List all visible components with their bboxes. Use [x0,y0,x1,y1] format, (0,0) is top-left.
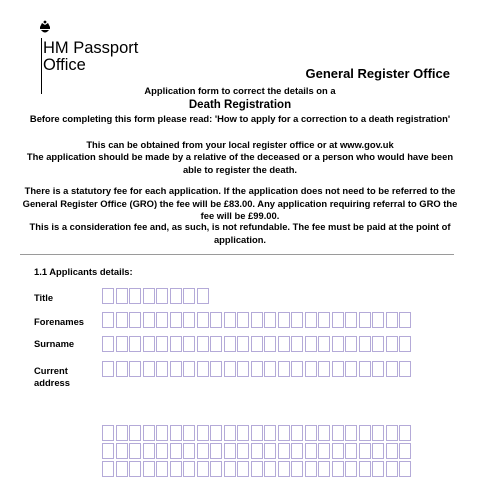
char-box[interactable] [278,425,290,441]
char-box[interactable] [305,461,317,477]
char-box[interactable] [305,443,317,459]
char-box[interactable] [156,312,168,328]
char-box[interactable] [345,361,357,377]
char-box[interactable] [359,336,371,352]
char-box[interactable] [399,361,411,377]
char-box[interactable] [224,425,236,441]
title-label: Title [34,292,54,303]
char-box[interactable] [143,288,155,304]
char-box[interactable] [224,312,236,328]
address-field-1[interactable] [102,361,413,377]
fee-statement: There is a statutory fee for each application. If the application does not need to be referred to the General Register Office (GRO) the fee will be £83.00. Any application requiring referral to GRO the fee will be £99.00. [22,185,458,221]
char-box[interactable] [170,361,182,377]
char-box[interactable] [183,361,195,377]
char-box[interactable] [197,361,209,377]
char-box[interactable] [197,312,209,328]
char-box[interactable] [359,425,371,441]
char-box[interactable] [183,443,195,459]
char-box[interactable] [251,461,263,477]
brand-line-2: Office [43,56,86,74]
char-box[interactable] [143,336,155,352]
char-box[interactable] [318,443,330,459]
char-box[interactable] [399,443,411,459]
char-box[interactable] [386,361,398,377]
char-box[interactable] [386,425,398,441]
char-box[interactable] [399,461,411,477]
brand-line-1: HM Passport [43,39,139,57]
char-box[interactable] [399,312,411,328]
char-box[interactable] [332,425,344,441]
char-box[interactable] [102,361,114,377]
char-box[interactable] [359,461,371,477]
char-box[interactable] [102,336,114,352]
char-box[interactable] [264,461,276,477]
char-box[interactable] [197,425,209,441]
char-box[interactable] [143,443,155,459]
char-box[interactable] [129,443,141,459]
char-box[interactable] [143,425,155,441]
char-box[interactable] [156,288,168,304]
char-box[interactable] [278,443,290,459]
char-box[interactable] [116,443,128,459]
char-box[interactable] [210,312,222,328]
char-box[interactable] [102,288,114,304]
char-box[interactable] [251,336,263,352]
intro-obtain-note: This can be obtained from your local register office or at www.gov.uk [86,139,394,150]
char-box[interactable] [372,336,384,352]
char-box[interactable] [372,443,384,459]
char-box[interactable] [318,425,330,441]
char-box[interactable] [129,312,141,328]
char-box[interactable] [210,443,222,459]
char-box[interactable] [264,336,276,352]
char-box[interactable] [278,461,290,477]
section-heading: 1.1 Applicants details: [34,266,133,277]
char-box[interactable] [156,425,168,441]
char-box[interactable] [264,361,276,377]
char-box[interactable] [237,361,249,377]
char-box[interactable] [197,288,209,304]
char-box[interactable] [183,425,195,441]
char-box[interactable] [183,312,195,328]
char-box[interactable] [359,443,371,459]
char-box[interactable] [318,461,330,477]
char-box[interactable] [116,288,128,304]
form-title: Death Registration [188,99,292,111]
char-box[interactable] [224,461,236,477]
char-box[interactable] [291,361,303,377]
char-box[interactable] [116,336,128,352]
char-box[interactable] [251,312,263,328]
char-box[interactable] [129,361,141,377]
char-box[interactable] [399,425,411,441]
char-box[interactable] [386,443,398,459]
char-box[interactable] [156,443,168,459]
royal-crest-icon [36,18,54,36]
char-box[interactable] [251,361,263,377]
char-box[interactable] [210,361,222,377]
char-box[interactable] [143,461,155,477]
char-box[interactable] [251,443,263,459]
address-field-4[interactable] [102,461,413,477]
char-box[interactable] [345,443,357,459]
char-box[interactable] [291,336,303,352]
char-box[interactable] [399,336,411,352]
brand-name [43,40,138,74]
intro-read-note: Before completing this form please read: 'How to apply for a correction to a death registration' [29,113,451,124]
char-box[interactable] [116,425,128,441]
char-box[interactable] [156,336,168,352]
forenames-label: Forenames [34,316,85,327]
char-box[interactable] [332,361,344,377]
char-box[interactable] [278,361,290,377]
char-box[interactable] [237,336,249,352]
char-box[interactable] [237,312,249,328]
char-box[interactable] [318,312,330,328]
char-box[interactable] [129,336,141,352]
char-box[interactable] [372,425,384,441]
char-box[interactable] [156,361,168,377]
char-box[interactable] [305,361,317,377]
char-box[interactable] [278,336,290,352]
char-box[interactable] [345,336,357,352]
char-box[interactable] [359,312,371,328]
char-box[interactable] [197,461,209,477]
char-box[interactable] [237,443,249,459]
char-box[interactable] [291,312,303,328]
char-box[interactable] [386,312,398,328]
char-box[interactable] [183,461,195,477]
char-box[interactable] [210,336,222,352]
char-box[interactable] [251,425,263,441]
char-box[interactable] [102,443,114,459]
fee-refund-note: This is a consideration fee and, as such, is not refundable. The fee must be paid at the point of application. [29,221,451,245]
char-box[interactable] [143,361,155,377]
char-box[interactable] [156,461,168,477]
char-box[interactable] [129,288,141,304]
char-box[interactable] [386,336,398,352]
char-box[interactable] [129,425,141,441]
char-box[interactable] [170,461,182,477]
char-box[interactable] [264,443,276,459]
org-heading: General Register Office [305,66,450,81]
char-box[interactable] [102,425,114,441]
address-field-2[interactable] [102,425,413,441]
char-box[interactable] [345,312,357,328]
char-box[interactable] [278,312,290,328]
char-box[interactable] [183,336,195,352]
char-box[interactable] [170,443,182,459]
char-box[interactable] [332,312,344,328]
char-box[interactable] [345,461,357,477]
char-box[interactable] [332,443,344,459]
char-box[interactable] [372,361,384,377]
surname-field[interactable] [102,336,413,352]
char-box[interactable] [291,461,303,477]
char-box[interactable] [170,288,182,304]
char-box[interactable] [264,425,276,441]
surname-label: Surname [34,338,75,349]
char-box[interactable] [197,336,209,352]
char-box[interactable] [386,461,398,477]
char-box[interactable] [264,312,276,328]
char-box[interactable] [359,361,371,377]
char-box[interactable] [345,425,357,441]
char-box[interactable] [224,336,236,352]
char-box[interactable] [116,312,128,328]
char-box[interactable] [170,425,182,441]
char-box[interactable] [237,425,249,441]
char-box[interactable] [210,425,222,441]
char-box[interactable] [305,312,317,328]
title-field[interactable] [102,288,210,304]
section-divider [20,254,454,255]
char-box[interactable] [372,461,384,477]
char-box[interactable] [116,361,128,377]
char-box[interactable] [305,425,317,441]
char-box[interactable] [372,312,384,328]
forenames-field[interactable] [102,312,413,328]
char-box[interactable] [291,443,303,459]
char-box[interactable] [116,461,128,477]
intro-applicant-note: The application should be made by a relative of the deceased or a person who would have been able to register the death. [26,151,454,175]
char-box[interactable] [129,461,141,477]
char-box[interactable] [291,425,303,441]
char-box[interactable] [102,312,114,328]
char-box[interactable] [332,336,344,352]
char-box[interactable] [210,461,222,477]
char-box[interactable] [224,361,236,377]
char-box[interactable] [170,312,182,328]
char-box[interactable] [170,336,182,352]
form-subtitle: Application form to correct the details on a [144,85,336,96]
char-box[interactable] [143,312,155,328]
char-box[interactable] [224,443,236,459]
address-field-3[interactable] [102,443,413,459]
char-box[interactable] [237,461,249,477]
char-box[interactable] [318,361,330,377]
char-box[interactable] [332,461,344,477]
char-box[interactable] [197,443,209,459]
char-box[interactable] [183,288,195,304]
char-box[interactable] [102,461,114,477]
char-box[interactable] [318,336,330,352]
address-label: Current address [34,365,70,388]
char-box[interactable] [305,336,317,352]
